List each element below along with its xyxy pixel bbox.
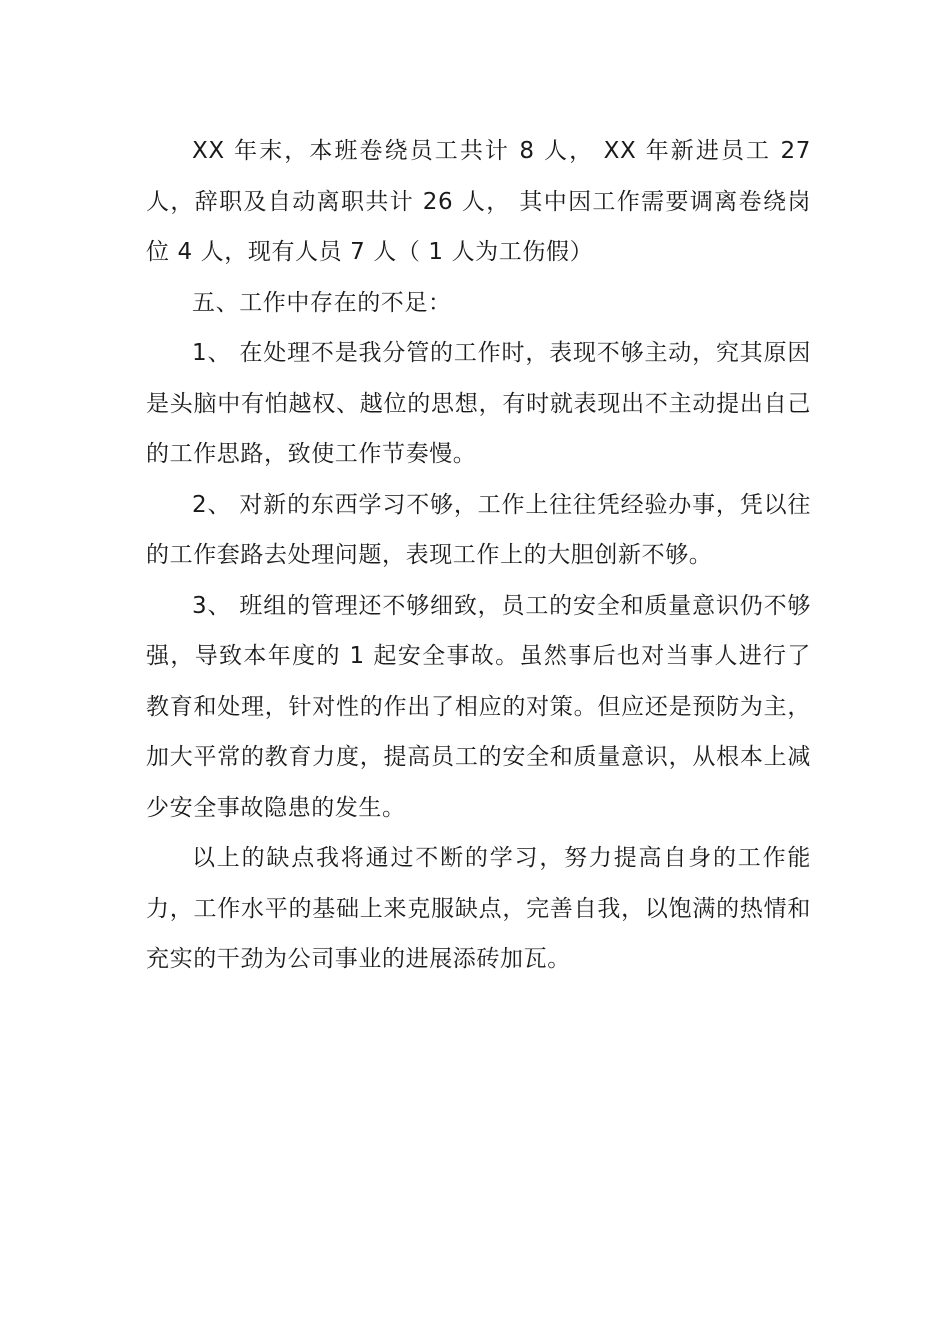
paragraph-staff-summary: XX 年末，本班卷绕员工共计 8 人， XX 年新进员工 27 人，辞职及自动离职共计 26 人， 其中因工作需要调离卷绕岗位 4 人，现有人员 7 人（ 1 人为工伤假） bbox=[146, 138, 811, 265]
paragraph-item-2: 2、 对新的东西学习不够，工作上往往凭经验办事，凭以往的工作套路去处理问题，表现工作上的大胆创新不够。 bbox=[146, 491, 811, 568]
paragraph-item-3: 3、 班组的管理还不够细致，员工的安全和质量意识仍不够强，导致本年度的 1 起安全事故。虽然事后也对当事人进行了教育和处理，针对性的作出了相应的对策。但应还是预防为主，加大平常的教育力度，提高员工的安全和质量意识，从根本上减少安全事故隐患的发生。 bbox=[146, 592, 811, 821]
paragraph-conclusion: 以上的缺点我将通过不断的学习，努力提高自身的工作能力，工作水平的基础上来克服缺点，完善自我，以饱满的热情和充实的干劲为公司事业的进展添砖加瓦。 bbox=[146, 845, 811, 972]
section-heading-shortcomings: 五、工作中存在的不足： bbox=[192, 289, 452, 316]
document-body bbox=[146, 126, 811, 985]
paragraph-item-1: 1、 在处理不是我分管的工作时，表现不够主动，究其原因是头脑中有怕越权、越位的思想，有时就表现出不主动提出自己的工作思路，致使工作节奏慢。 bbox=[146, 340, 811, 467]
